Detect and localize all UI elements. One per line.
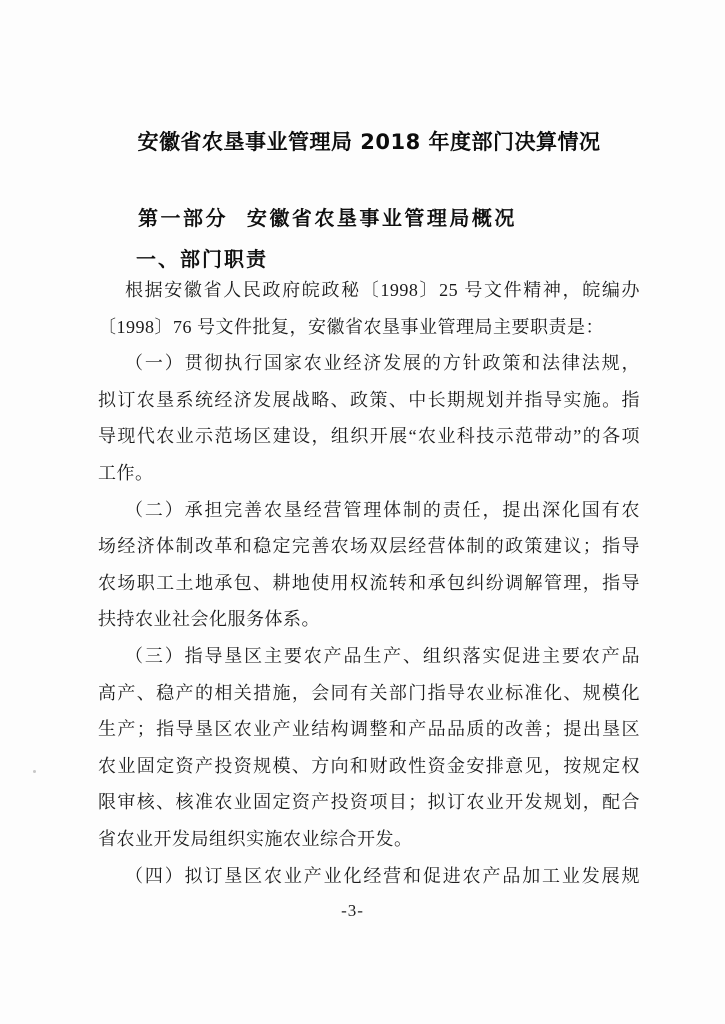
body-line: 扶持农业社会化服务体系。	[98, 609, 320, 630]
section-heading: 第一部分 安徽省农垦事业管理局概况	[138, 206, 517, 230]
body-line: 〔1998〕76 号文件批复，安徽省农垦事业管理局主要职责是：	[98, 316, 604, 337]
body-line: （一）贯彻执行国家农业经济发展的方针政策和法律法规，	[125, 353, 640, 374]
body-line: 高产、稳产的相关措施，会同有关部门指导农业标准化、规模化	[98, 682, 640, 703]
document-title: 安徽省农垦事业管理局 2018 年度部门决算情况	[137, 130, 601, 154]
body-line: （三）指导垦区主要农产品生产、组织落实促进主要农产品	[125, 645, 640, 666]
page-number: -3-	[341, 901, 364, 920]
body-line: 省农业开发局组织实施农业综合开发。	[98, 828, 413, 849]
body-line: 农场职工土地承包、耕地使用权流转和承包纠纷调解管理，指导	[98, 572, 640, 593]
subsection-heading: 一、部门职责	[136, 247, 268, 271]
scan-artifact-dot	[33, 770, 36, 773]
body-text	[98, 272, 640, 894]
body-line: 生产；指导垦区农业产业结构调整和产品品质的改善；提出垦区	[98, 719, 640, 740]
body-line: 根据安徽省人民政府皖政秘〔1998〕25 号文件精神，皖编办	[125, 280, 640, 300]
body-line: 农业固定资产投资规模、方向和财政性资金安排意见，按规定权	[98, 755, 640, 776]
body-line: 导现代农业示范场区建设，组织开展“农业科技示范带动”的各项	[98, 426, 640, 447]
body-line: （四）拟订垦区农业产业化经营和促进农产品加工业发展规	[125, 865, 640, 886]
body-line: （二）承担完善农垦经营管理体制的责任，提出深化国有农	[125, 499, 640, 520]
body-line: 限审核、核准农业固定资产投资项目；拟订农业开发规划，配合	[98, 792, 640, 813]
body-line: 工作。	[98, 462, 154, 483]
body-line: 拟订农垦系统经济发展战略、政策、中长期规划并指导实施。指	[98, 389, 640, 410]
body-line: 场经济体制改革和稳定完善农场双层经营体制的政策建议；指导	[98, 536, 640, 557]
